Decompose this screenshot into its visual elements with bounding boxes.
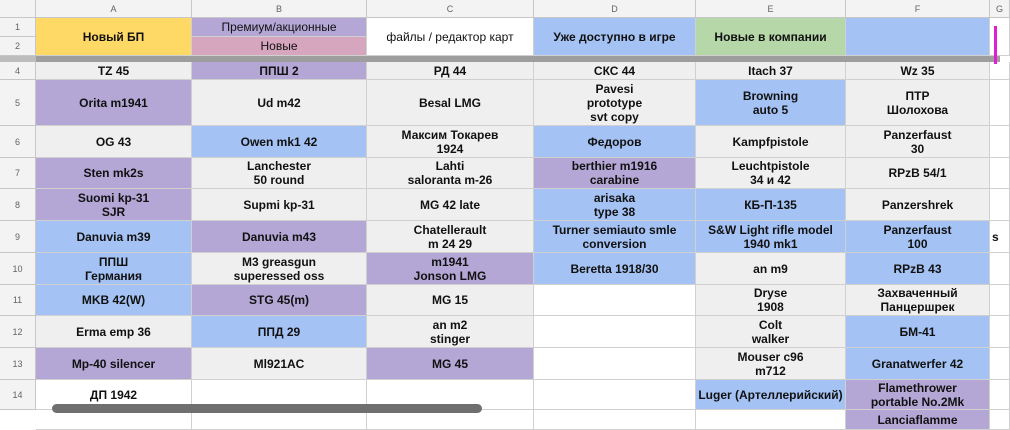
- table-cell[interactable]: Danuvia m43: [192, 221, 367, 253]
- table-cell[interactable]: [36, 410, 192, 430]
- table-cell[interactable]: Sten mk2s: [36, 158, 192, 189]
- table-cell[interactable]: Dryse 1908: [696, 285, 846, 316]
- table-cell[interactable]: [534, 316, 696, 348]
- column-header-g[interactable]: [990, 0, 1010, 18]
- table-cell[interactable]: Itach 37: [696, 62, 846, 80]
- table-cell[interactable]: [990, 158, 1010, 189]
- table-cell[interactable]: Owen mk1 42: [192, 126, 367, 158]
- table-cell[interactable]: [990, 80, 1010, 126]
- table-cell[interactable]: M3 greasgun superessed oss: [192, 253, 367, 285]
- header-cell-g[interactable]: [990, 18, 1010, 56]
- column-letter: G: [990, 0, 1010, 18]
- column-letter: D: [534, 0, 696, 18]
- table-cell[interactable]: Chatellerault m 24 29: [367, 221, 534, 253]
- table-cell[interactable]: Pavesi prototype svt copy: [534, 80, 696, 126]
- table-cell[interactable]: [534, 380, 696, 410]
- table-cell[interactable]: Федоров: [534, 126, 696, 158]
- row-header[interactable]: 6: [0, 126, 36, 158]
- table-cell[interactable]: Colt walker: [696, 316, 846, 348]
- table-cell[interactable]: Wz 35: [846, 62, 990, 80]
- horizontal-scrollbar[interactable]: [52, 404, 482, 413]
- table-cell[interactable]: [367, 410, 534, 430]
- table-cell[interactable]: S&W Light rifle model 1940 mk1: [696, 221, 846, 253]
- column-header-f[interactable]: [846, 0, 990, 18]
- row-header[interactable]: 14: [0, 380, 36, 410]
- table-cell[interactable]: [192, 410, 367, 430]
- table-cell[interactable]: [990, 380, 1010, 410]
- table-cell[interactable]: OG 43: [36, 126, 192, 158]
- table-cell[interactable]: Ud m42: [192, 80, 367, 126]
- table-cell[interactable]: [990, 410, 1010, 430]
- row-header[interactable]: 5: [0, 80, 36, 126]
- table-cell[interactable]: [534, 285, 696, 316]
- table-cell[interactable]: Panzerfaust 30: [846, 126, 990, 158]
- table-cell[interactable]: TZ 45: [36, 62, 192, 80]
- table-cell[interactable]: Luger (Артеллерийский): [696, 380, 846, 410]
- table-cell[interactable]: КБ-П-135: [696, 189, 846, 221]
- corner-header: [0, 0, 36, 18]
- table-cell[interactable]: Lanchester 50 round: [192, 158, 367, 189]
- table-cell[interactable]: Beretta 1918/30: [534, 253, 696, 285]
- column-letter: F: [846, 0, 990, 18]
- table-cell[interactable]: [990, 126, 1010, 158]
- table-cell[interactable]: Максим Токарев 1924: [367, 126, 534, 158]
- row-header[interactable]: 10: [0, 253, 36, 285]
- table-cell[interactable]: Besal LMG: [367, 80, 534, 126]
- column-letter: B: [192, 0, 367, 18]
- column-header-e[interactable]: [696, 0, 846, 18]
- table-cell[interactable]: RPzB 54/1: [846, 158, 990, 189]
- table-cell[interactable]: [534, 348, 696, 380]
- row-header[interactable]: 2: [0, 37, 36, 56]
- table-cell[interactable]: Suomi kp-31 SJR: [36, 189, 192, 221]
- table-cell[interactable]: СКС 44: [534, 62, 696, 80]
- row-header[interactable]: 7: [0, 158, 36, 189]
- table-cell[interactable]: ДП 1942: [36, 380, 192, 410]
- table-cell[interactable]: Захваченный Панцершрек: [846, 285, 990, 316]
- table-cell[interactable]: MG 45: [367, 348, 534, 380]
- table-cell[interactable]: Turner semiauto smle conversion: [534, 221, 696, 253]
- table-cell[interactable]: Danuvia m39: [36, 221, 192, 253]
- table-cell[interactable]: Lahti saloranta m-26: [367, 158, 534, 189]
- table-cell[interactable]: Orita m1941: [36, 80, 192, 126]
- table-cell[interactable]: Mouser c96 m712: [696, 348, 846, 380]
- table-cell[interactable]: ППШ 2: [192, 62, 367, 80]
- table-cell[interactable]: ППШ Германия: [36, 253, 192, 285]
- table-cell[interactable]: [990, 253, 1010, 285]
- table-cell[interactable]: Leuchtpistole 34 и 42: [696, 158, 846, 189]
- table-cell[interactable]: Kampfpistole: [696, 126, 846, 158]
- table-cell[interactable]: MKB 42(W): [36, 285, 192, 316]
- row-header[interactable]: 8: [0, 189, 36, 221]
- column-header-c[interactable]: [367, 0, 534, 18]
- table-cell[interactable]: STG 45(m): [192, 285, 367, 316]
- selection-edge-indicator: [994, 26, 997, 64]
- table-cell[interactable]: Flamethrower portable No.2Mk: [846, 380, 990, 410]
- column-header-a[interactable]: [36, 0, 192, 18]
- column-header-b[interactable]: [192, 0, 367, 18]
- table-cell[interactable]: РД 44: [367, 62, 534, 80]
- table-cell[interactable]: an m2 stinger: [367, 316, 534, 348]
- table-cell[interactable]: [696, 410, 846, 430]
- table-cell[interactable]: MG 42 late: [367, 189, 534, 221]
- table-cell[interactable]: [990, 348, 1010, 380]
- header-cell-files[interactable]: файлы / редактор карт: [367, 18, 534, 56]
- select-all-corner[interactable]: [0, 0, 36, 18]
- header-cell-premium[interactable]: Премиум/акционные: [192, 18, 367, 37]
- table-cell[interactable]: Lanciaflamme: [846, 410, 990, 430]
- header-cell-novyi-bp[interactable]: Новый БП: [36, 18, 192, 56]
- header-cell-available[interactable]: Уже доступно в игре: [534, 18, 696, 56]
- table-cell[interactable]: Erma emp 36: [36, 316, 192, 348]
- row-header[interactable]: 13: [0, 348, 36, 380]
- table-cell[interactable]: Granatwerfer 42: [846, 348, 990, 380]
- table-cell[interactable]: Supmi kp-31: [192, 189, 367, 221]
- table-cell[interactable]: an m9: [696, 253, 846, 285]
- table-cell[interactable]: [534, 410, 696, 430]
- table-cell[interactable]: m1941 Jonson LMG: [367, 253, 534, 285]
- table-cell[interactable]: БМ-41: [846, 316, 990, 348]
- overflow-text-fragment: s: [990, 221, 1000, 253]
- table-cell[interactable]: ППД 29: [192, 316, 367, 348]
- table-cell[interactable]: [990, 62, 1010, 80]
- table-cell[interactable]: Ml921AC: [192, 348, 367, 380]
- row-header[interactable]: 1: [0, 18, 36, 37]
- table-cell[interactable]: berthier m1916 carabine: [534, 158, 696, 189]
- column-letter: E: [696, 0, 846, 18]
- header-cell-f[interactable]: [846, 18, 990, 56]
- table-cell[interactable]: MG 15: [367, 285, 534, 316]
- table-cell[interactable]: Browning auto 5: [696, 80, 846, 126]
- header-cell-company[interactable]: Новые в компании: [696, 18, 846, 56]
- table-cell[interactable]: Mp-40 silencer: [36, 348, 192, 380]
- row-header[interactable]: 12: [0, 316, 36, 348]
- table-cell[interactable]: arisaka type 38: [534, 189, 696, 221]
- table-cell[interactable]: [990, 316, 1010, 348]
- column-header-d[interactable]: [534, 0, 696, 18]
- row-header[interactable]: 11: [0, 285, 36, 316]
- frozen-rows-divider-gutter: [0, 56, 36, 62]
- column-letter: C: [367, 0, 534, 18]
- table-cell[interactable]: [990, 285, 1010, 316]
- row-header[interactable]: 9: [0, 221, 36, 253]
- header-cell-novye[interactable]: Новые: [192, 37, 367, 56]
- table-cell[interactable]: Panzerfaust 100: [846, 221, 990, 253]
- table-cell[interactable]: Panzershrek: [846, 189, 990, 221]
- table-cell[interactable]: [990, 189, 1010, 221]
- table-cell[interactable]: ПТР Шолохова: [846, 80, 990, 126]
- table-cell[interactable]: RPzB 43: [846, 253, 990, 285]
- column-letter: A: [36, 0, 192, 18]
- row-header[interactable]: 4: [0, 62, 36, 80]
